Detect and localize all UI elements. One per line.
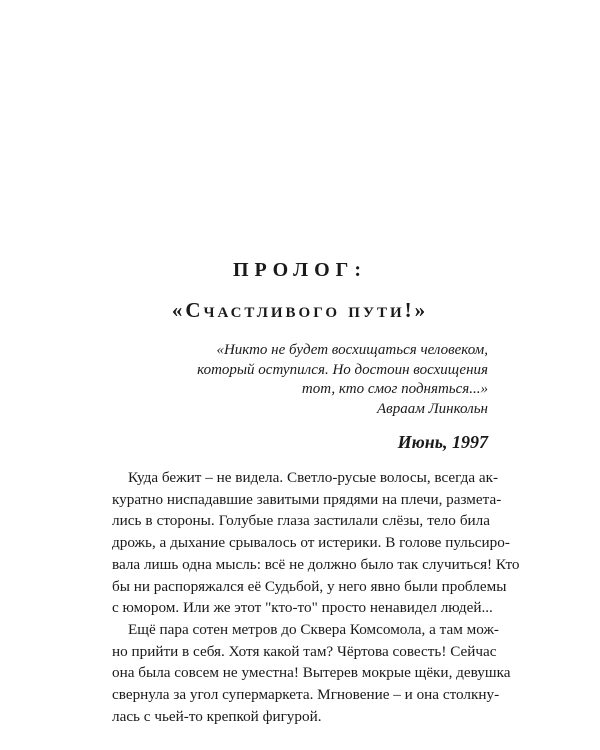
paragraph <box>112 467 520 619</box>
paragraph <box>112 619 511 728</box>
paragraph-line: лись в стороны. Голубые глаза застилали слёзы, тело била <box>112 512 490 530</box>
paragraph-line: Ещё пара сотен метров до Сквера Комсомола, а там мож- <box>128 620 499 638</box>
paragraph-line: с юмором. Или же этот "кто-то" просто ненавидел людей... <box>112 599 493 617</box>
paragraph-line: бы ни распоряжался её Судьбой, у него явно были проблемы <box>112 577 507 595</box>
paragraph-line: она была совсем не уместна! Вытерев мокрые щёки, девушка <box>112 664 511 682</box>
chapter-title: ПРОЛОГ: <box>232 259 368 281</box>
paragraph-line: лась с чьей-то крепкой фигурой. <box>112 707 322 725</box>
epigraph-line: тот, кто смог подняться...» <box>301 381 488 397</box>
dateline: Июнь, 1997 <box>397 432 488 452</box>
paragraph-line: Куда бежит – не видела. Светло-русые волосы, всегда ак- <box>128 469 499 486</box>
epigraph-author: Авраам Линкольн <box>377 400 488 417</box>
paragraph-line: дрожь, а дыхание срывалось от истерики. В голове пульсиро- <box>112 534 510 552</box>
epigraph-line: «Никто не будет восхищаться человеком, <box>216 342 488 358</box>
paragraph-line: свернула за угол супермаркета. Мгновение – и она столкну- <box>112 686 500 704</box>
epigraph <box>148 341 488 419</box>
body-text <box>112 467 520 727</box>
paragraph-line: куратно ниспадавшие завитыми прядями на плечи, размета- <box>112 490 502 508</box>
chapter-subtitle: «Счастливого пути!» <box>171 298 429 322</box>
paragraph-line: вала лишь одна мысль: всё не должно было так случиться! Кто <box>112 555 520 573</box>
epigraph-line: который оступился. Но достоин восхищения <box>197 361 488 378</box>
paragraph-line: но прийти в себя. Хотя какой там? Чёртова совесть! Сейчас <box>112 642 497 660</box>
